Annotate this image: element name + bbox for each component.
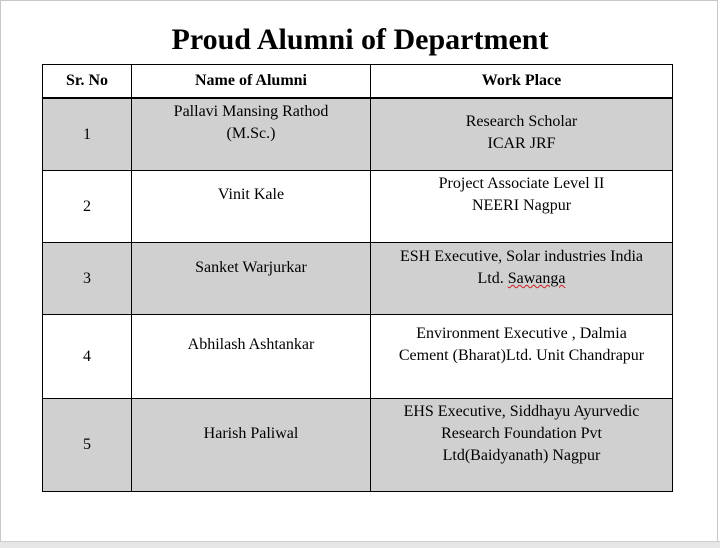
work-place-line: ICAR JRF xyxy=(487,135,556,152)
alumni-name-line: Pallavi Mansing Rathod xyxy=(173,103,329,120)
sr-no-cell: 2 xyxy=(43,171,132,243)
work-place-cell xyxy=(371,171,673,243)
work-place-text: Ltd. xyxy=(477,270,508,287)
table-row xyxy=(43,315,673,399)
work-place-cell xyxy=(371,243,673,315)
table-row xyxy=(43,98,673,171)
work-place-line: Cement (Bharat)Ltd. Unit Chandrapur xyxy=(398,347,645,364)
work-place-line: NEERI Nagpur xyxy=(471,197,572,214)
alumni-name-line: Abhilash Ashtankar xyxy=(187,336,315,353)
header-sr-no: Sr. No xyxy=(43,65,132,99)
work-place-line: EHS Executive, Siddhayu Ayurvedic xyxy=(403,403,640,420)
work-place-line: Ltd(Baidyanath) Nagpur xyxy=(442,447,601,464)
alumni-name-cell xyxy=(132,98,371,171)
page-title: Proud Alumni of Department xyxy=(171,23,549,56)
sr-no-cell: 1 xyxy=(43,98,132,171)
sr-no-cell: 4 xyxy=(43,315,132,399)
misspelled-word: Sawanga xyxy=(507,270,566,287)
work-place-line: ESH Executive, Solar industries India xyxy=(399,248,644,265)
alumni-name-cell xyxy=(132,399,371,492)
table-header-row xyxy=(43,65,673,99)
work-place-line: Research Foundation Pvt xyxy=(441,425,602,442)
alumni-table xyxy=(42,64,673,492)
work-place-line xyxy=(377,268,666,290)
table-row xyxy=(43,399,673,492)
work-place-cell xyxy=(371,98,673,171)
table-row xyxy=(43,171,673,243)
work-place-line: Environment Executive , Dalmia xyxy=(416,325,627,342)
sr-no-cell: 3 xyxy=(43,243,132,315)
work-place-cell xyxy=(371,399,673,492)
alumni-name-line: Harish Paliwal xyxy=(203,425,299,442)
alumni-name-cell xyxy=(132,171,371,243)
work-place-cell xyxy=(371,315,673,399)
header-work-place: Work Place xyxy=(371,65,673,99)
table-row xyxy=(43,243,673,315)
alumni-name-line: Vinit Kale xyxy=(217,186,285,203)
work-place-line: Research Scholar xyxy=(465,113,578,130)
header-name-of-alumni: Name of Alumni xyxy=(132,65,371,99)
alumni-degree-line: (M.Sc.) xyxy=(226,125,276,142)
alumni-name-cell xyxy=(132,315,371,399)
work-place-line: Project Associate Level II xyxy=(438,175,605,192)
sr-no-cell: 5 xyxy=(43,399,132,492)
alumni-name-cell xyxy=(132,243,371,315)
alumni-name-line: Sanket Warjurkar xyxy=(195,259,307,276)
